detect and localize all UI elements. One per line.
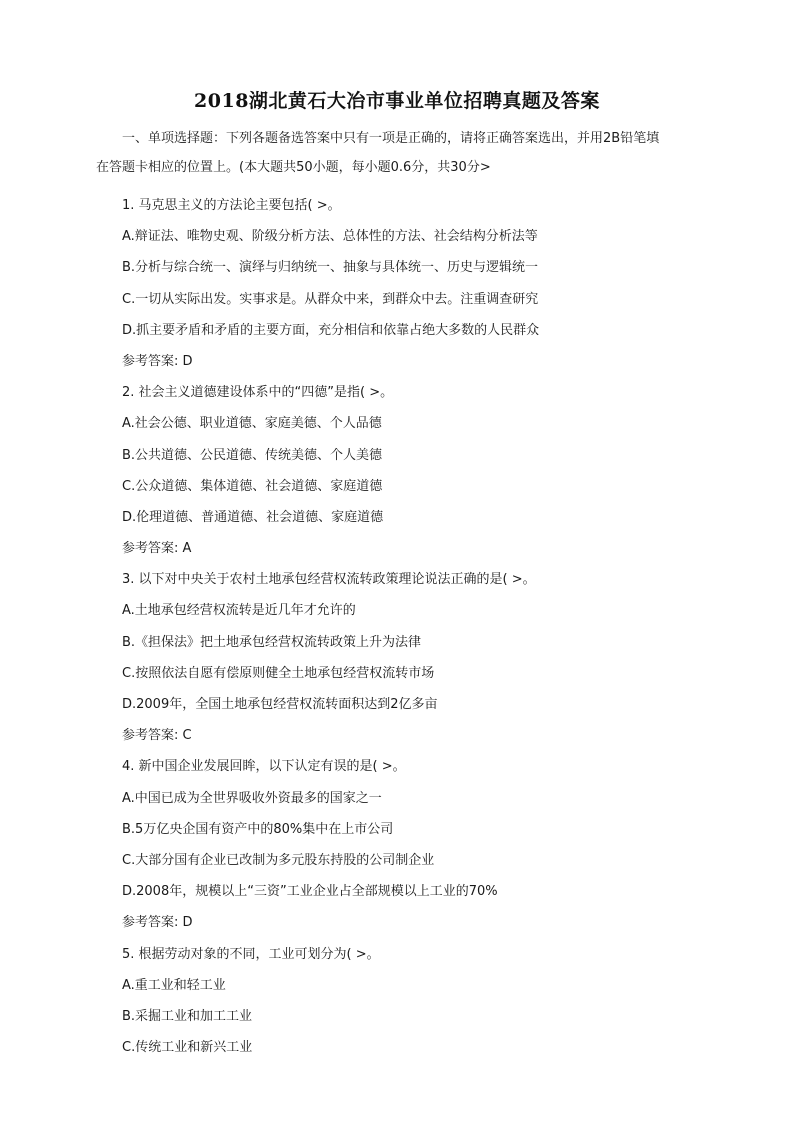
option-d: D.2009年，全国土地承包经营权流转面积达到2亿多亩 — [122, 697, 438, 712]
question-stem: 1. 马克思主义的方法论主要包括( >。 — [122, 198, 341, 213]
option-a: A.重工业和轻工业 — [122, 977, 226, 993]
question-stem: 2. 社会主义道德建设体系中的“四德”是指( >。 — [122, 385, 394, 401]
option-c: C.按照依法自愿有偿原则健全土地承包经营权流转市场 — [122, 665, 435, 681]
section-instructions-line-1: 一、单项选择题：下列各题备选答案中只有一项是正确的，请将正确答案选出，并用2B铅笔填 — [122, 131, 660, 146]
option-c: C.公众道德、集体道德、社会道德、家庭道德 — [122, 478, 383, 494]
option-b: B.5万亿央企国有资产中的80%集中在上市公司 — [122, 821, 394, 837]
section-instructions — [96, 124, 702, 182]
option-d: D.2008年，规模以上“三资”工业企业占全部规模以上工业的70% — [122, 884, 498, 900]
question-list — [122, 190, 702, 1063]
option-a: A.中国已成为全世界吸收外资最多的国家之一 — [122, 790, 382, 806]
option-b: B.分析与综合统一、演绎与归纳统一、抽象与具体统一、历史与逻辑统一 — [122, 260, 539, 276]
reference-answer: 参考答案: C — [122, 728, 192, 744]
reference-answer: 参考答案: A — [122, 541, 192, 557]
option-b: B.公共道德、公民道德、传统美德、个人美德 — [122, 447, 383, 463]
option-d: D.抓主要矛盾和矛盾的主要方面，充分相信和依靠占绝大多数的人民群众 — [122, 322, 540, 338]
option-c: C.一切从实际出发。实事求是。从群众中来，到群众中去。注重调查研究 — [122, 291, 539, 307]
option-c: C.传统工业和新兴工业 — [122, 1040, 253, 1056]
option-b: B.采掘工业和加工工业 — [122, 1008, 253, 1024]
question-stem: 4. 新中国企业发展回眸，以下认定有误的是( >。 — [122, 759, 406, 775]
question-stem: 3. 以下对中央关于农村土地承包经营权流转政策理论说法正确的是( >。 — [122, 572, 536, 588]
question-stem: 5. 根据劳动对象的不同，工业可划分为( >。 — [122, 946, 380, 962]
option-a: A.辩证法、唯物史观、阶级分析方法、总体性的方法、社会结构分析法等 — [122, 229, 538, 245]
option-a: A.社会公德、职业道德、家庭美德、个人品德 — [122, 416, 382, 432]
reference-answer: 参考答案: D — [122, 915, 193, 931]
section-instructions-line-2: 在答题卡相应的位置上。(本大题共50小题，每小题0.6分，共30分> — [96, 160, 491, 175]
reference-answer: 参考答案: D — [122, 353, 193, 369]
option-b: B.《担保法》把土地承包经营权流转政策上升为法律 — [122, 634, 422, 650]
option-a: A.土地承包经营权流转是近几年才允许的 — [122, 603, 356, 619]
option-c: C.大部分国有企业已改制为多元股东持股的公司制企业 — [122, 852, 435, 868]
option-d: D.伦理道德、普通道德、社会道德、家庭道德 — [122, 509, 384, 525]
document-title: 2018湖北黄石大冶市事业单位招聘真题及答案 — [194, 90, 600, 112]
